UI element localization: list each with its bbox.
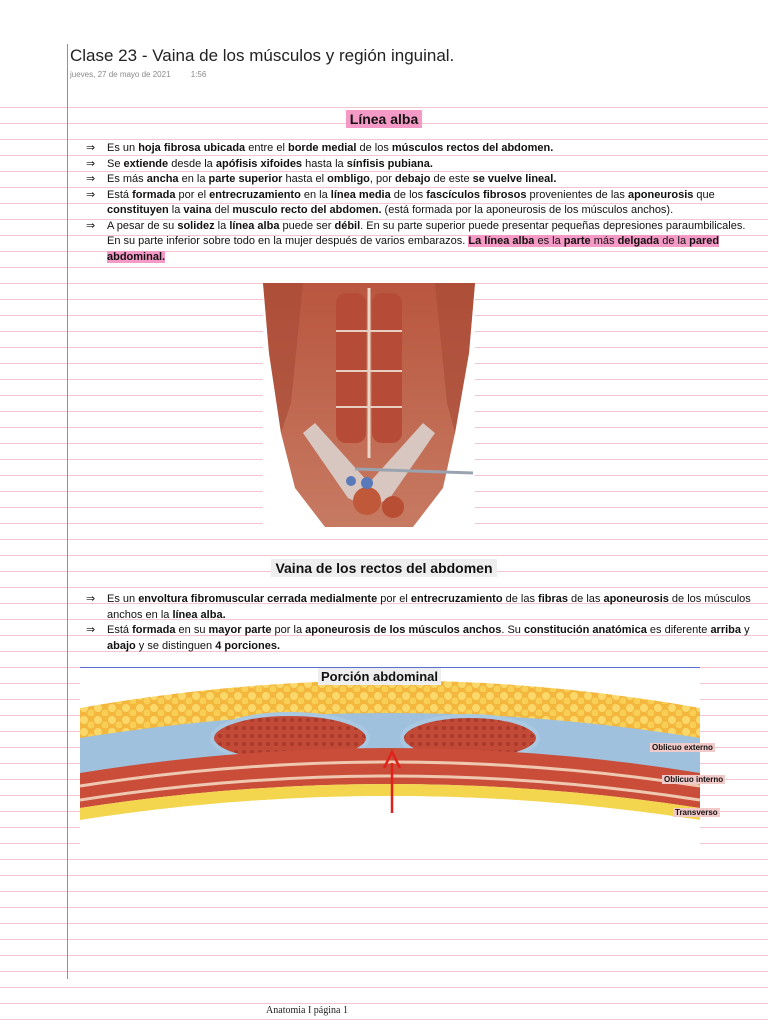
bullet-text: formada [132, 188, 176, 201]
label-oblicuo-interno: Oblicuo interno [664, 775, 724, 784]
bullet-text: por el [377, 593, 411, 605]
margin-line [67, 44, 68, 979]
bullet-text: apófisis xifoides [215, 157, 303, 170]
bullet-text: es la [534, 235, 564, 247]
bullet-text: abajo [107, 639, 136, 652]
bullet-text: ancha [146, 173, 179, 185]
bullet-text: 4 porciones. [215, 639, 281, 652]
bullet-text: (está formada por la aponeurosis de los músculos anchos). [381, 204, 674, 216]
bullet-text: Está [107, 624, 133, 636]
bullet-text: de las [568, 593, 604, 605]
bullet-text: . En su parte superior puede presentar pequeñas depresiones paraumbilicales. En su parte inferior sobre todo en la mujer después de varios embarazos. [107, 219, 746, 247]
bullet-text: hasta la [302, 157, 347, 170]
bullet-item [86, 188, 752, 219]
bullet-text: pared abdominal. [107, 235, 720, 263]
double-arrow-right-icon: ⇒ [86, 188, 96, 201]
bullet-text: fascículos fibrosos [426, 188, 527, 201]
bullet-text: constitución anatómica [523, 624, 647, 636]
bullet-text: . Su [501, 624, 524, 636]
bullet-text: Está [107, 188, 133, 201]
bullet-text: , por [369, 173, 395, 185]
vaina-bullet-list [86, 592, 752, 654]
bullet-item [86, 623, 752, 654]
double-arrow-right-icon: ⇒ [86, 219, 96, 232]
double-arrow-right-icon: ⇒ [86, 624, 96, 636]
double-arrow-right-icon: ⇒ [86, 142, 96, 154]
bullet-text: músculos rectos del abdomen. [391, 142, 554, 154]
bullet-item [86, 157, 752, 173]
bullet-text: La línea alba [468, 235, 535, 247]
bullet-text: formada [132, 624, 176, 636]
date-text: jueves, 27 de mayo de 2021 [70, 70, 171, 79]
bullet-text: hoja fibrosa ubicada [138, 142, 246, 154]
bullet-text: de los [390, 188, 427, 201]
page-title: Clase 23 - Vaina de los músculos y región inguinal. [70, 46, 455, 65]
double-arrow-right-icon: ⇒ [86, 157, 96, 170]
bullet-text: se vuelve lineal. [472, 173, 557, 185]
bullet-text: línea alba. [172, 608, 226, 621]
bullet-text: que [693, 188, 715, 201]
bullet-text: entre el [245, 142, 288, 154]
bullet-text: fibras [538, 593, 568, 605]
bullet-item [86, 592, 752, 623]
bullet-text: aponeurosis de los músculos anchos [305, 624, 502, 636]
bullet-text: de la [659, 235, 690, 247]
bullet-text: provenientes de las [526, 188, 628, 201]
bullet-text: envoltura fibromuscular cerrada medialmente [138, 593, 378, 605]
bullet-text: sínfisis pubiana. [346, 157, 433, 170]
bullet-text: aponeurosis [603, 593, 669, 605]
bullet-text: parte superior [208, 173, 283, 185]
section-heading-vaina-rectos: Vaina de los rectos del abdomen [0, 560, 768, 576]
bullet-text: aponeurosis [627, 188, 694, 201]
bullet-text: Es un [107, 593, 139, 605]
bullet-item [86, 219, 752, 266]
label-transverso: Transverso [675, 808, 718, 817]
bullet-text: entrecruzamiento [410, 593, 503, 605]
bullet-text: la [168, 204, 184, 216]
label-oblicuo-externo: Oblicuo externo [652, 743, 713, 752]
bullet-text: desde la [168, 157, 216, 170]
bullet-text: es diferente [646, 624, 711, 636]
diagram-title: Porción abdominal [318, 668, 441, 685]
bullet-text: de los [356, 142, 392, 154]
bullet-text: mayor parte [208, 624, 272, 636]
bullet-text: por la [271, 624, 306, 636]
bullet-text: por el [175, 188, 210, 201]
bullet-text: línea media [330, 188, 391, 201]
bullet-text: de los músculos anchos en la [107, 593, 751, 621]
bullet-text: de las [502, 593, 539, 605]
bullet-text: línea alba [229, 219, 280, 232]
bullet-text: más [590, 235, 618, 247]
bullet-text: puede ser [279, 219, 335, 232]
bullet-text: y se distinguen [135, 639, 216, 652]
bullet-text: débil [334, 219, 361, 232]
bullet-text: la [214, 219, 230, 232]
bullet-text: arriba [710, 624, 742, 636]
section-heading-linea-alba: Línea alba [0, 111, 768, 127]
bullet-text: entrecruzamiento [209, 188, 301, 201]
double-arrow-right-icon: ⇒ [86, 593, 96, 605]
bullet-text: parte [563, 235, 591, 247]
bullet-text: debajo [394, 173, 431, 185]
bullet-text: en la [178, 173, 209, 185]
double-arrow-right-icon: ⇒ [86, 173, 96, 185]
bullet-text: musculo recto del abdomen. [232, 204, 382, 216]
abdominal-wall-cross-section [80, 668, 700, 844]
bullet-text: ombligo [327, 173, 370, 185]
bullet-text: A pesar de su [107, 219, 178, 232]
bullet-text: Es un [107, 142, 139, 154]
abdominal-wall-diagram [80, 668, 700, 844]
page-date [70, 70, 206, 79]
time-text: 1:56 [190, 70, 207, 79]
linea-alba-bullet-list [86, 141, 752, 265]
bullet-text: hasta el [282, 173, 328, 185]
bullet-text: Es más [107, 173, 147, 185]
bullet-text: del [211, 204, 233, 216]
bullet-text: Se [107, 157, 124, 170]
page-footer: Anatomia I página 1 [266, 1005, 348, 1016]
bullet-text: vaina [183, 204, 212, 216]
bullet-text: solidez [177, 219, 215, 232]
bullet-text: de este [430, 173, 473, 185]
bullet-text: en su [175, 624, 209, 636]
bullet-text: borde medial [287, 142, 357, 154]
bullet-text: en la [300, 188, 331, 201]
bullet-item [86, 141, 752, 157]
bullet-text: extiende [123, 157, 169, 170]
bullet-text: y [741, 624, 750, 636]
abdominal-muscles-image [263, 283, 475, 527]
bullet-text: delgada [617, 235, 660, 247]
abdominal-muscles-illustration [263, 283, 475, 527]
bullet-text: constituyen [107, 204, 169, 216]
bullet-item [86, 172, 752, 188]
